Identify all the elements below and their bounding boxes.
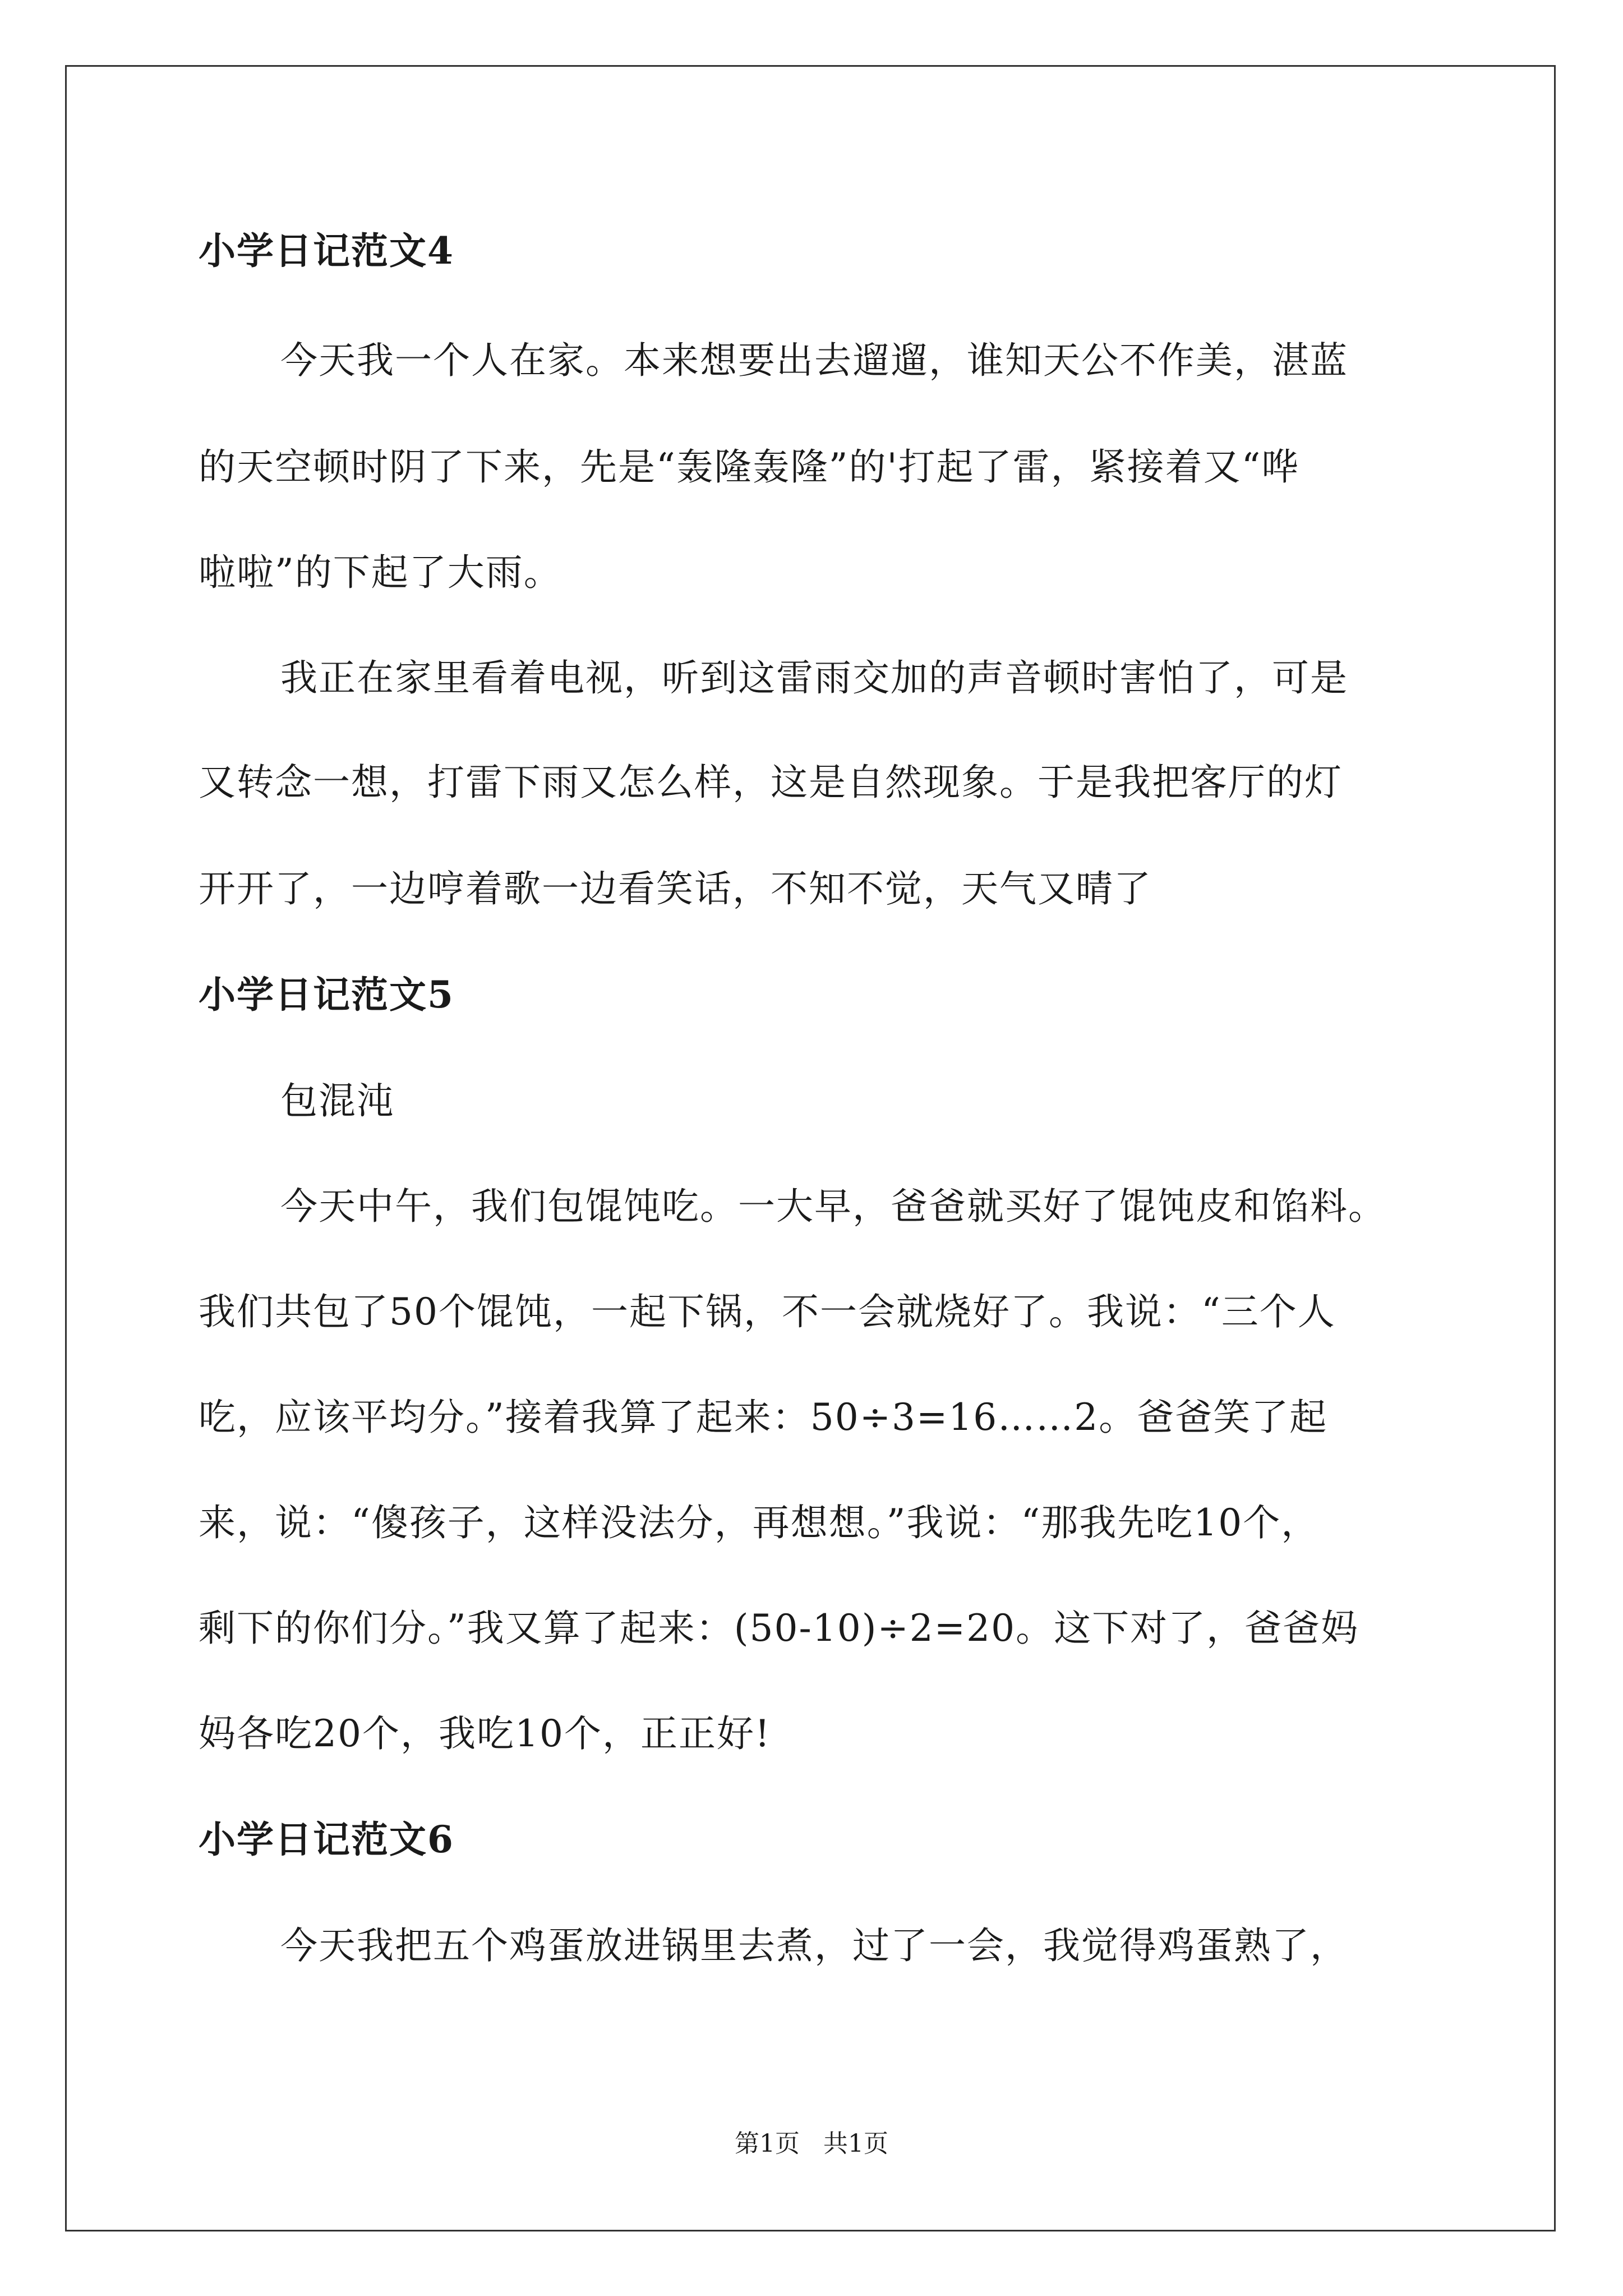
paragraph-line: 啦啦”的下起了大雨。 [199,551,562,594]
paragraph-line: 开开了，一边哼着歌一边看笑话，不知不觉，天气又晴了 [199,867,1152,910]
section-heading-5: 小学日记范文5 [199,973,454,1016]
paragraph-line: 我们共包了50个馄饨，一起下锅，不一会就烧好了。我说：“三个人 [199,1290,1336,1333]
paragraph-line: 今天我一个人在家。本来想要出去遛遛，谁知天公不作美，湛蓝 [280,339,1348,382]
paragraph-line: 又转念一想，打雷下雨又怎么样，这是自然现象。于是我把客厅的灯 [199,761,1343,804]
section-heading-4: 小学日记范文4 [199,229,454,273]
paragraph-line: 来，说：“傻孩子，这样没法分，再想想。”我说：“那我先吃10个， [199,1501,1320,1544]
section-heading-6: 小学日记范文6 [199,1818,454,1861]
paragraph-line: 我正在家里看着电视，听到这雷雨交加的声音顿时害怕了，可是 [280,656,1348,700]
page-footer: 第1页 共1页 [735,2129,888,2158]
section-subtitle: 包混沌 [280,1079,395,1122]
paragraph-line: 吃，应该平均分。”接着我算了起来：50÷3=16……2。爸爸笑了起 [199,1396,1328,1439]
paragraph-line: 的天空顿时阴了下来，先是“轰隆轰隆”的'打起了雷，紧接着又“哗 [199,445,1300,489]
paragraph-line: 妈各吃20个，我吃10个，正正好! [199,1712,771,1755]
paragraph-line: 今天我把五个鸡蛋放进锅里去煮，过了一会，我觉得鸡蛋熟了， [280,1924,1348,1967]
paragraph-line: 剩下的你们分。”我又算了起来：(50-10)÷2=20。这下对了，爸爸妈 [199,1607,1359,1650]
page-border [65,65,1556,2231]
paragraph-line: 今天中午，我们包馄饨吃。一大早，爸爸就买好了馄饨皮和馅料。 [280,1185,1386,1228]
